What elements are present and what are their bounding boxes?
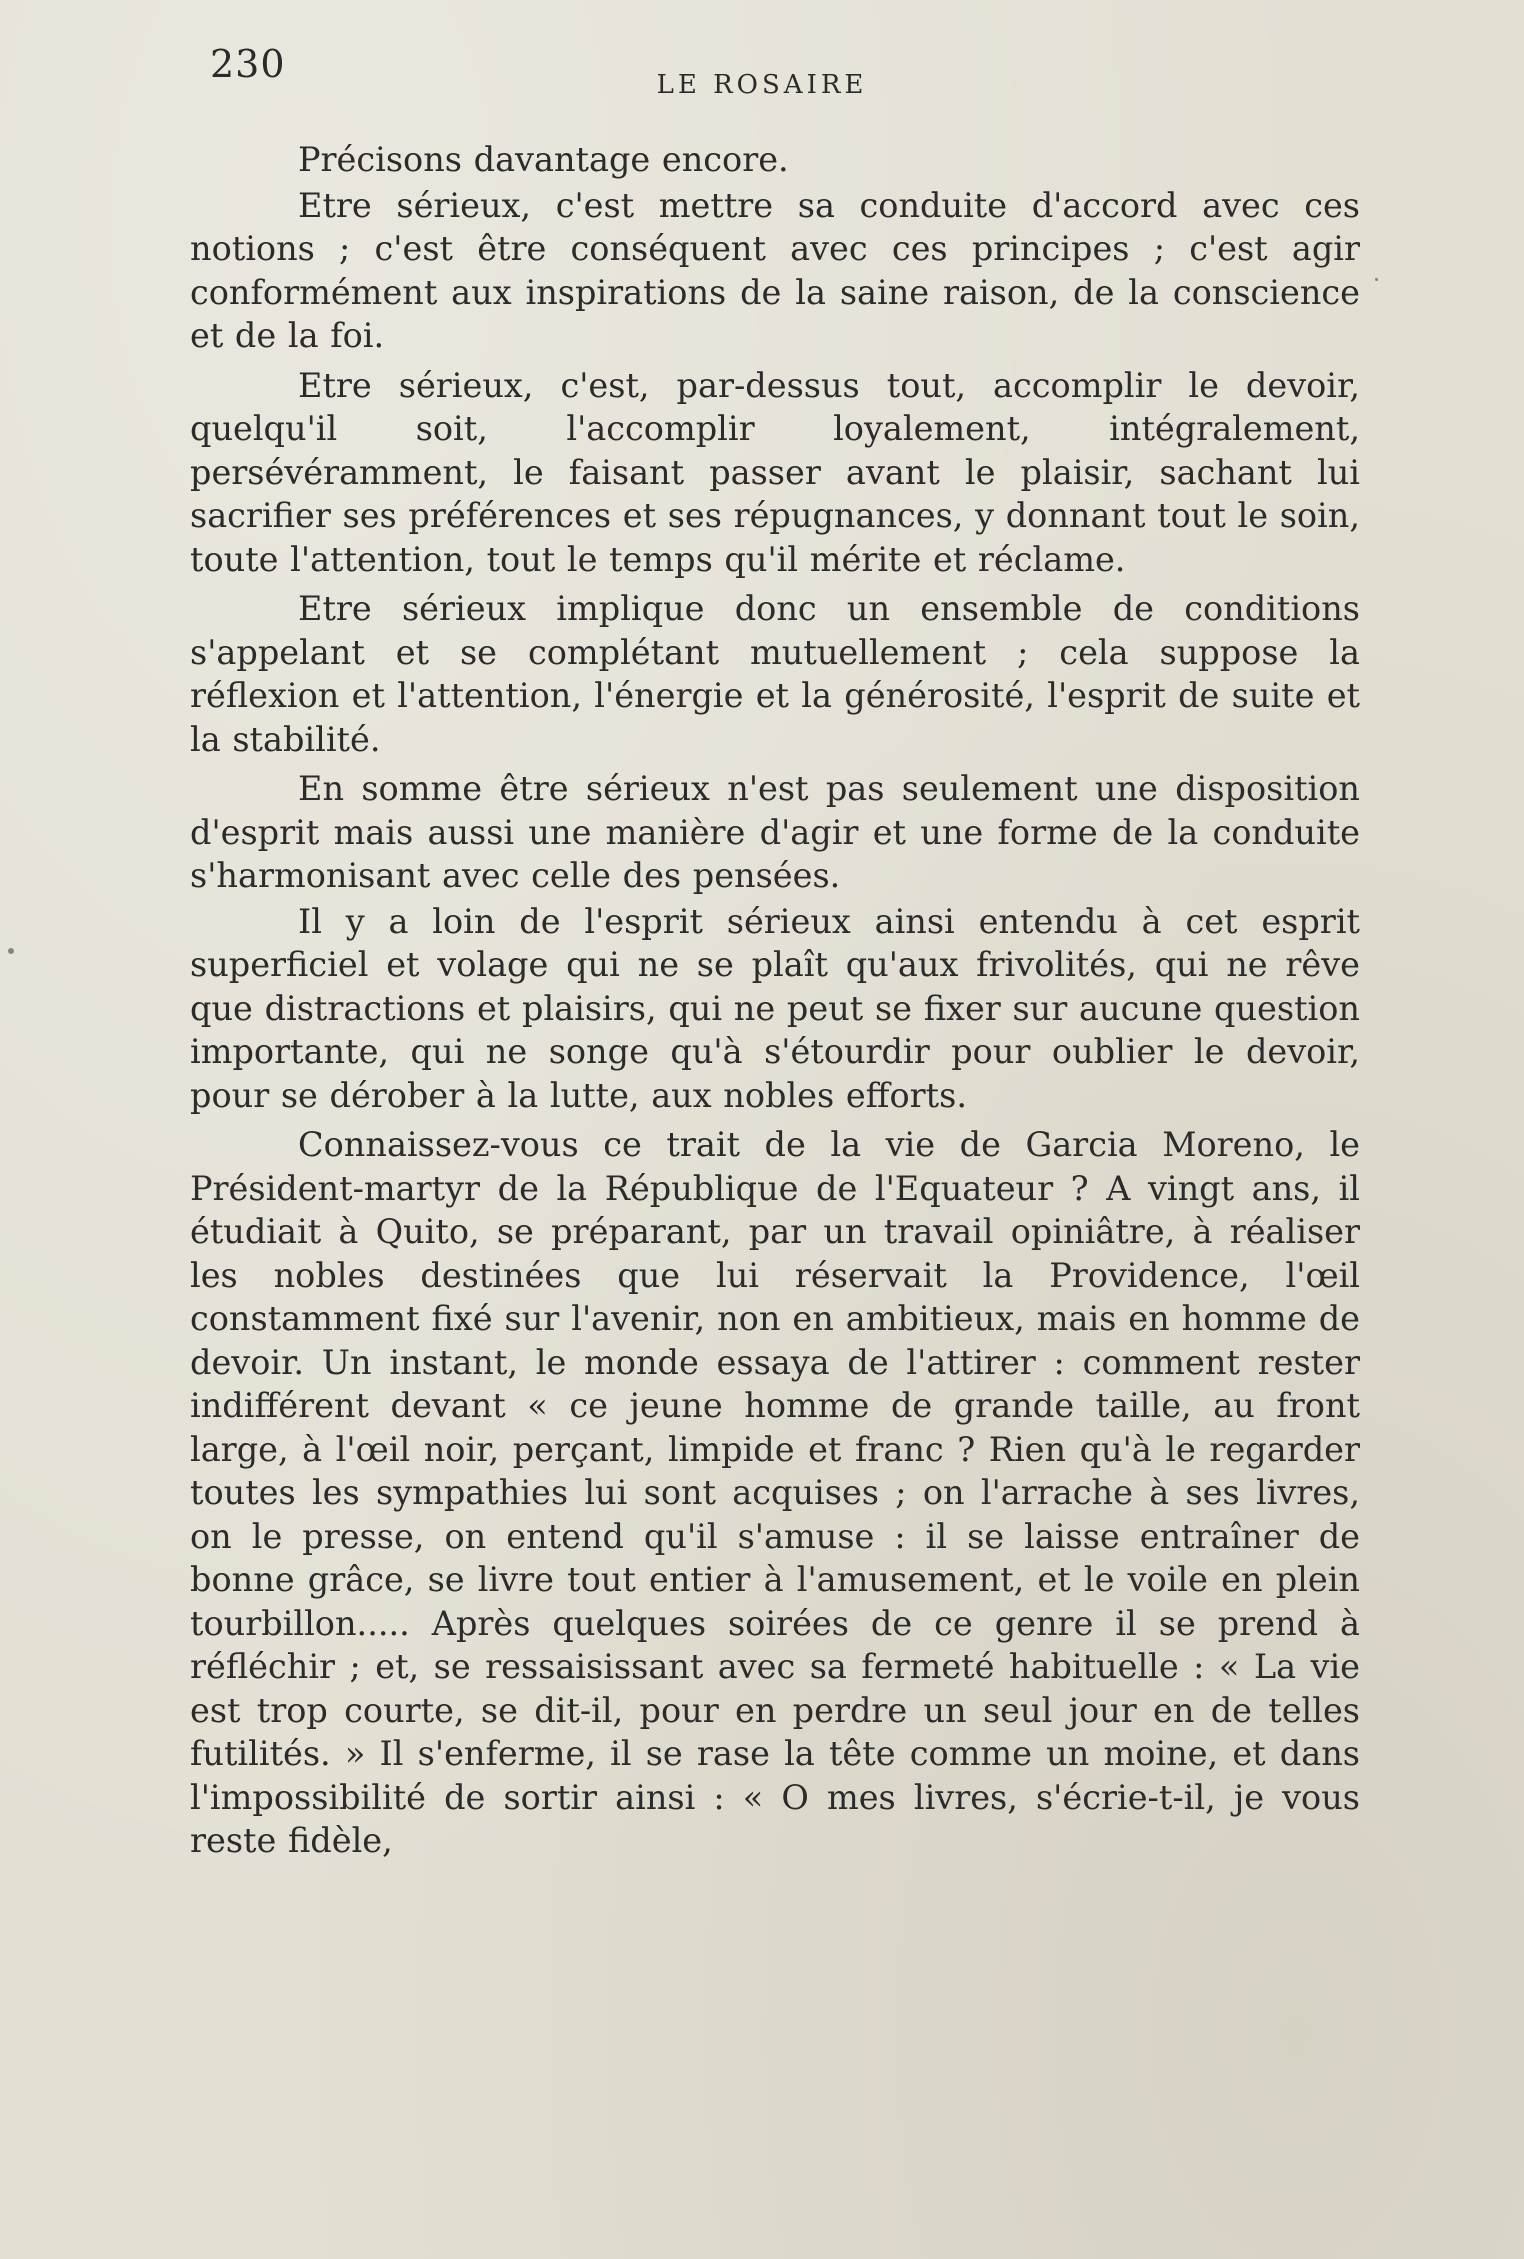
paragraph: Précisons davantage encore.	[298, 140, 789, 179]
page-number: 230	[210, 42, 286, 86]
paragraph: Connaissez-vous ce trait de la vie de Garcia Moreno, le Président-martyr de la République de l'Equateur ? A vingt ans, il étudiait à Quito, se préparant, par un travail opiniâtre, à réaliser les nobles destinées que lui réservait la Providence, l'œil constamment fixé sur l'avenir, non en ambitieux, mais en homme de devoir. Un instant, le monde essaya de l'attirer : comment rester indifférent devant « ce jeune homme de grande taille, au front large, à l'œil noir, perçant, limpide et franc ? Rien qu'à le regarder toutes les sympathies lui sont acquises ; on l'arrache à ses livres, on le presse, on entend qu'il s'amuse : il se laisse entraîner de bonne grâce, se livre tout entier à l'amusement, et le voile en plein tourbillon..... Après quelques soirées de ce genre il se prend à réfléchir ; et, se ressaisissant avec sa fermeté habituelle : « La vie est trop courte, se dit-il, pour en perdre un seul jour en de telles futilités. » Il s'enferme, il se rase la tête comme un moine, et dans l'impossibilité de sortir ainsi : « O mes livres, s'écrie-t-il, je vous reste fidèle,	[190, 1125, 1360, 1860]
paragraph: Etre sérieux, c'est mettre sa conduite d'accord avec ces notions ; c'est être conséquent avec ces principes ; c'est agir conformément aux inspirations de la saine raison, de la conscience et de la foi.	[190, 185, 1360, 355]
paragraph: Etre sérieux implique donc un ensemble de conditions s'appelant et se complétant mutuellement ; cela suppose la réflexion et l'attention, l'énergie et la générosité, l'esprit de suite et la stabilité.	[190, 589, 1360, 759]
paragraph: En somme être sérieux n'est pas seulement une disposition d'esprit mais aussi une manière d'agir et une forme de la conduite s'harmonisant avec celle des pensées.	[190, 769, 1360, 895]
running-head: LE ROSAIRE	[656, 70, 868, 100]
paragraph: Il y a loin de l'esprit sérieux ainsi entendu à cet esprit superficiel et volage qui ne se plaît qu'aux frivolités, qui ne rêve que distractions et plaisirs, qui ne peut se fixer sur aucune question importante, qui ne songe qu'à s'étourdir pour oublier le devoir, pour se dérober à la lutte, aux nobles efforts.	[190, 901, 1360, 1115]
page-body	[190, 138, 1360, 1865]
paragraph: Etre sérieux, c'est, par-dessus tout, accomplir le devoir, quelqu'il soit, l'accomplir loyalement, intégralement, persévéramment, le faisant passer avant le plaisir, sachant lui sacrifier ses préférences et ses répugnances, y donnant tout le soin, toute l'attention, tout le temps qu'il mérite et réclame.	[190, 365, 1360, 579]
paper-speck	[1375, 278, 1378, 281]
paper-speck	[8, 948, 14, 954]
